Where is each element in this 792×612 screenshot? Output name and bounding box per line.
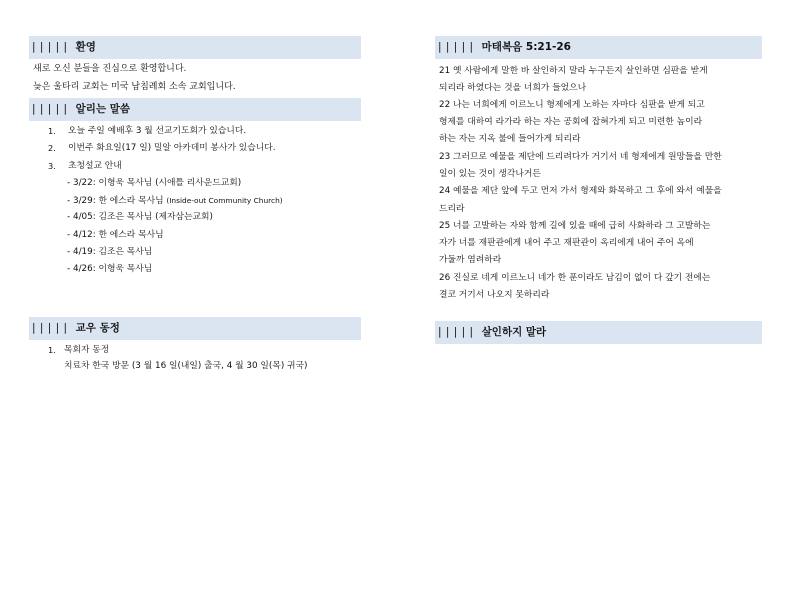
scripture-line: 가둘까 염려하라 (439, 255, 502, 265)
announcement-item: 이번주 화요일(17 일) 밀알 아카데미 봉사가 있습니다. (68, 143, 276, 153)
scripture-line: 일이 있는 것이 생각나거든 (439, 169, 541, 179)
member-news-header (29, 317, 361, 340)
sermon-title: 살인하지 말라 (481, 326, 547, 338)
schedule-main: - 4/19: 김조은 목사님 (67, 247, 153, 257)
announcements-header (29, 98, 361, 121)
sermon-header (435, 321, 762, 344)
schedule-main: - 3/22: 이형욱 목사님 (시애틀 리사운드교회) (67, 178, 242, 188)
scripture-header (435, 36, 762, 59)
list-number: 1. (48, 126, 56, 136)
list-number: 3. (48, 161, 56, 171)
list-number: 1. (48, 345, 56, 355)
scripture-line: 하는 자는 지옥 불에 들어가게 되리라 (439, 134, 581, 144)
schedule-main: - 4/05: 김조은 목사님 (제자삼는교회) (67, 212, 213, 222)
scripture-line: 23 그러므로 예물을 제단에 드리려다가 거기서 네 형제에게 원망들을 만한 (439, 152, 722, 162)
header-bars: | | | | | (32, 41, 68, 53)
scripture-line: 되리라 하였다는 것을 너희가 들었으나 (439, 83, 587, 93)
schedule-item (67, 227, 164, 244)
schedule-item (67, 192, 283, 210)
member-news-title: 교우 동정 (75, 322, 120, 334)
welcome-title: 환영 (75, 41, 96, 53)
scripture-line: 26 진실로 네게 이르노니 네가 한 푼이라도 남김이 없이 다 갚기 전에는 (439, 273, 711, 283)
schedule-item (67, 209, 213, 226)
welcome-line: 새로 오신 분들을 진심으로 환영합니다. (33, 64, 187, 74)
schedule-item (67, 244, 152, 261)
scripture-line: 드리라 (439, 204, 465, 214)
member-news-detail: 치료차 한국 방문 (3 월 16 일(내일) 출국, 4 월 30 일(목) 귀국) (64, 361, 308, 371)
schedule-main: - 3/29: 한 에스라 목사님 (67, 196, 167, 206)
header-bars: | | | | | (438, 41, 474, 53)
announcement-item: 초청설교 안내 (68, 161, 122, 171)
schedule-main: - 4/26: 이형욱 목사님 (67, 264, 153, 274)
schedule-extra: (Inside-out Community Church) (166, 196, 283, 205)
announcement-item: 오늘 주일 예배후 3 월 선교기도회가 있습니다. (68, 126, 247, 136)
announcements-title: 알리는 말씀 (75, 103, 131, 115)
scripture-title: 마태복음 5:21-26 (481, 41, 571, 53)
scripture-line: 결코 거기서 나오지 못하리라 (439, 290, 550, 300)
header-bars: | | | | | (32, 103, 68, 115)
header-bars: | | | | | (32, 322, 68, 334)
scripture-line: 자가 너를 재판관에게 내어 주고 재판관이 옥리에게 내어 주어 옥에 (439, 238, 694, 248)
schedule-main: - 4/12: 한 에스라 목사님 (67, 230, 164, 240)
scripture-line: 22 나는 너희에게 이르노니 형제에게 노하는 자마다 심판을 받게 되고 (439, 100, 705, 110)
scripture-line: 25 너를 고발하는 자와 함께 길에 있을 때에 급히 사화하라 그 고발하는 (439, 221, 711, 231)
header-bars: | | | | | (438, 326, 474, 338)
scripture-line: 21 옛 사람에게 말한 바 살인하지 말라 누구든지 살인하면 심판을 받게 (439, 66, 708, 76)
scripture-line: 24 예물을 제단 앞에 두고 먼저 가서 형제와 화목하고 그 후에 와서 예물을 (439, 186, 722, 196)
list-number: 2. (48, 143, 56, 153)
welcome-line: 늦은 울타리 교회는 미국 남침례회 소속 교회입니다. (33, 82, 236, 92)
scripture-line: 형제를 대하여 라가라 하는 자는 공회에 잡혀가게 되고 미련한 놈이라 (439, 117, 703, 127)
schedule-item (67, 261, 152, 278)
member-news-item: 목회자 동정 (64, 345, 110, 355)
schedule-item (67, 175, 241, 192)
welcome-header (29, 36, 361, 59)
